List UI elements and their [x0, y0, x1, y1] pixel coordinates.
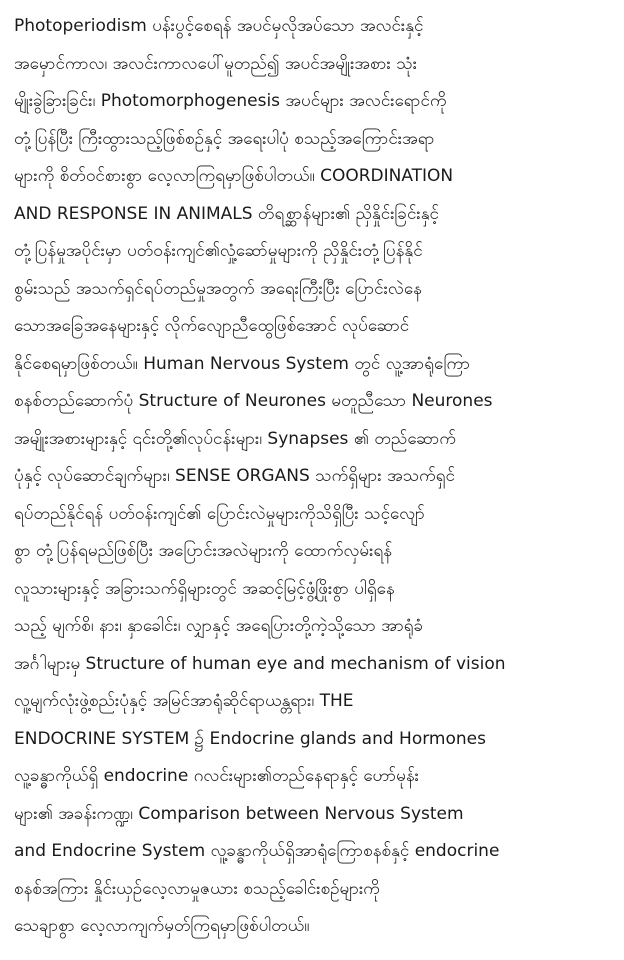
text-line: လူသားများနှင့် အခြားသက်ရှိများတွင် အဆင့်မြင့်ဖွံ့ဖြိုးစွာ ပါရှိနေ: [14, 578, 395, 599]
text-line: တုံ့ပြန်ပြီး ကြီးထွားသည့်ဖြစ်စဉ်နှင့် အရေးပါပုံ စသည့်အကြောင်းအရာ: [14, 128, 435, 149]
text-line: များကို စိတ်ဝင်စားစွာ လေ့လာကြရမှာဖြစ်ပါတယ်။ COORDINATION: [14, 166, 454, 186]
text-line: မျိုးခွဲခြားခြင်း၊ Photomorphogenesis အပင်များ အလင်းရောင်ကို: [14, 91, 447, 111]
text-line: အင်္ဂါများမှ Structure of human eye and mechanism of vision: [14, 653, 506, 674]
body-paragraph: [14, 8, 614, 946]
text-line: သည့် မျက်စိ၊ နား၊ နှာခေါင်း၊ လျှာနှင့် အရေပြားတို့ကဲ့သို့သော အာရုံခံ: [14, 616, 424, 636]
text-line: စွမ်းသည် အသက်ရှင်ရပ်တည်မှုအတွက် အရေးကြီးပြီး ပြောင်းလဲနေ: [14, 278, 422, 299]
text-line: စနစ်တည်ဆောက်ပုံ Structure of Neurones မတူညီသော Neurones: [14, 391, 493, 411]
text-line: အမှောင်ကာလ၊ အလင်းကာလပေါ်မူတည်၍ အပင်အမျိုးအစား သုံး: [14, 53, 418, 74]
text-line: Photoperiodism ပန်းပွင့်စေရန် အပင်မှလိုအပ်သော အလင်းနှင့်: [14, 16, 424, 36]
text-line: AND RESPONSE IN ANIMALS တိရစ္ဆာန်များ၏ ညှိနှိုင်းခြင်းနှင့်: [14, 203, 439, 224]
text-line: ENDOCRINE SYSTEM ၌ Endocrine glands and Hormones: [14, 728, 486, 749]
text-line: ရပ်တည်နိုင်ရန် ပတ်ဝန်းကျင်၏ ပြောင်းလဲမှုများကိုသိရှိပြီး သင့်လျော်: [14, 503, 425, 524]
text-line: လူ့ခန္ဓာကိုယ်ရှိ endocrine ဂလင်းများ၏တည်နေရာနှင့် ဟော်မုန်း: [14, 766, 420, 786]
text-line: တုံ့ပြန်မှုအပိုင်းမှာ ပတ်ဝန်းကျင်၏လှုံ့ဆော်မှုများကို ညှိနှိုင်းတုံ့ပြန်နိုင်: [14, 241, 423, 261]
text-line: များ၏ အခန်းကဏ္ဍ၊ Comparison between Nervous System: [14, 803, 464, 824]
text-line: ပုံနှင့် လုပ်ဆောင်ချက်များ၊ SENSE ORGANS သက်ရှိများ အသက်ရှင်: [14, 466, 455, 486]
text-line: သေချာစွာ လေ့လာကျက်မှတ်ကြရမှာဖြစ်ပါတယ်။: [14, 916, 310, 936]
text-line: and Endocrine System လူ့ခန္ဓာကိုယ်ရှိအာရုံကြောစနစ်နှင့် endocrine: [14, 841, 500, 861]
text-line: လူ့မျက်လုံးဖွဲ့စည်းပုံနှင့် အမြင်အာရုံဆိုင်ရာယန္တရား၊ THE: [14, 691, 354, 711]
text-line: စွာ တုံ့ပြန်ရမည်ဖြစ်ပြီး အပြောင်းအလဲများကို ထောက်လှမ်းရန်: [14, 541, 393, 561]
text-line: သောအခြေအနေများနှင့် လိုက်လျောညီထွေဖြစ်အောင် လုပ်ဆောင်: [14, 316, 410, 336]
text-line: အမျိုးအစားများနှင့် ၎င်းတို့၏လုပ်ငန်းများ၊ Synapses ၏ တည်ဆောက်: [14, 428, 456, 449]
text-line: စနစ်အကြား နှိုင်းယှဉ်လေ့လာမှုဇယား စသည့်ခေါင်းစဉ်များကို: [14, 878, 380, 899]
text-line: နိုင်စေရမှာဖြစ်တယ်။ Human Nervous System တွင် လူ့အာရုံကြော: [14, 353, 471, 374]
